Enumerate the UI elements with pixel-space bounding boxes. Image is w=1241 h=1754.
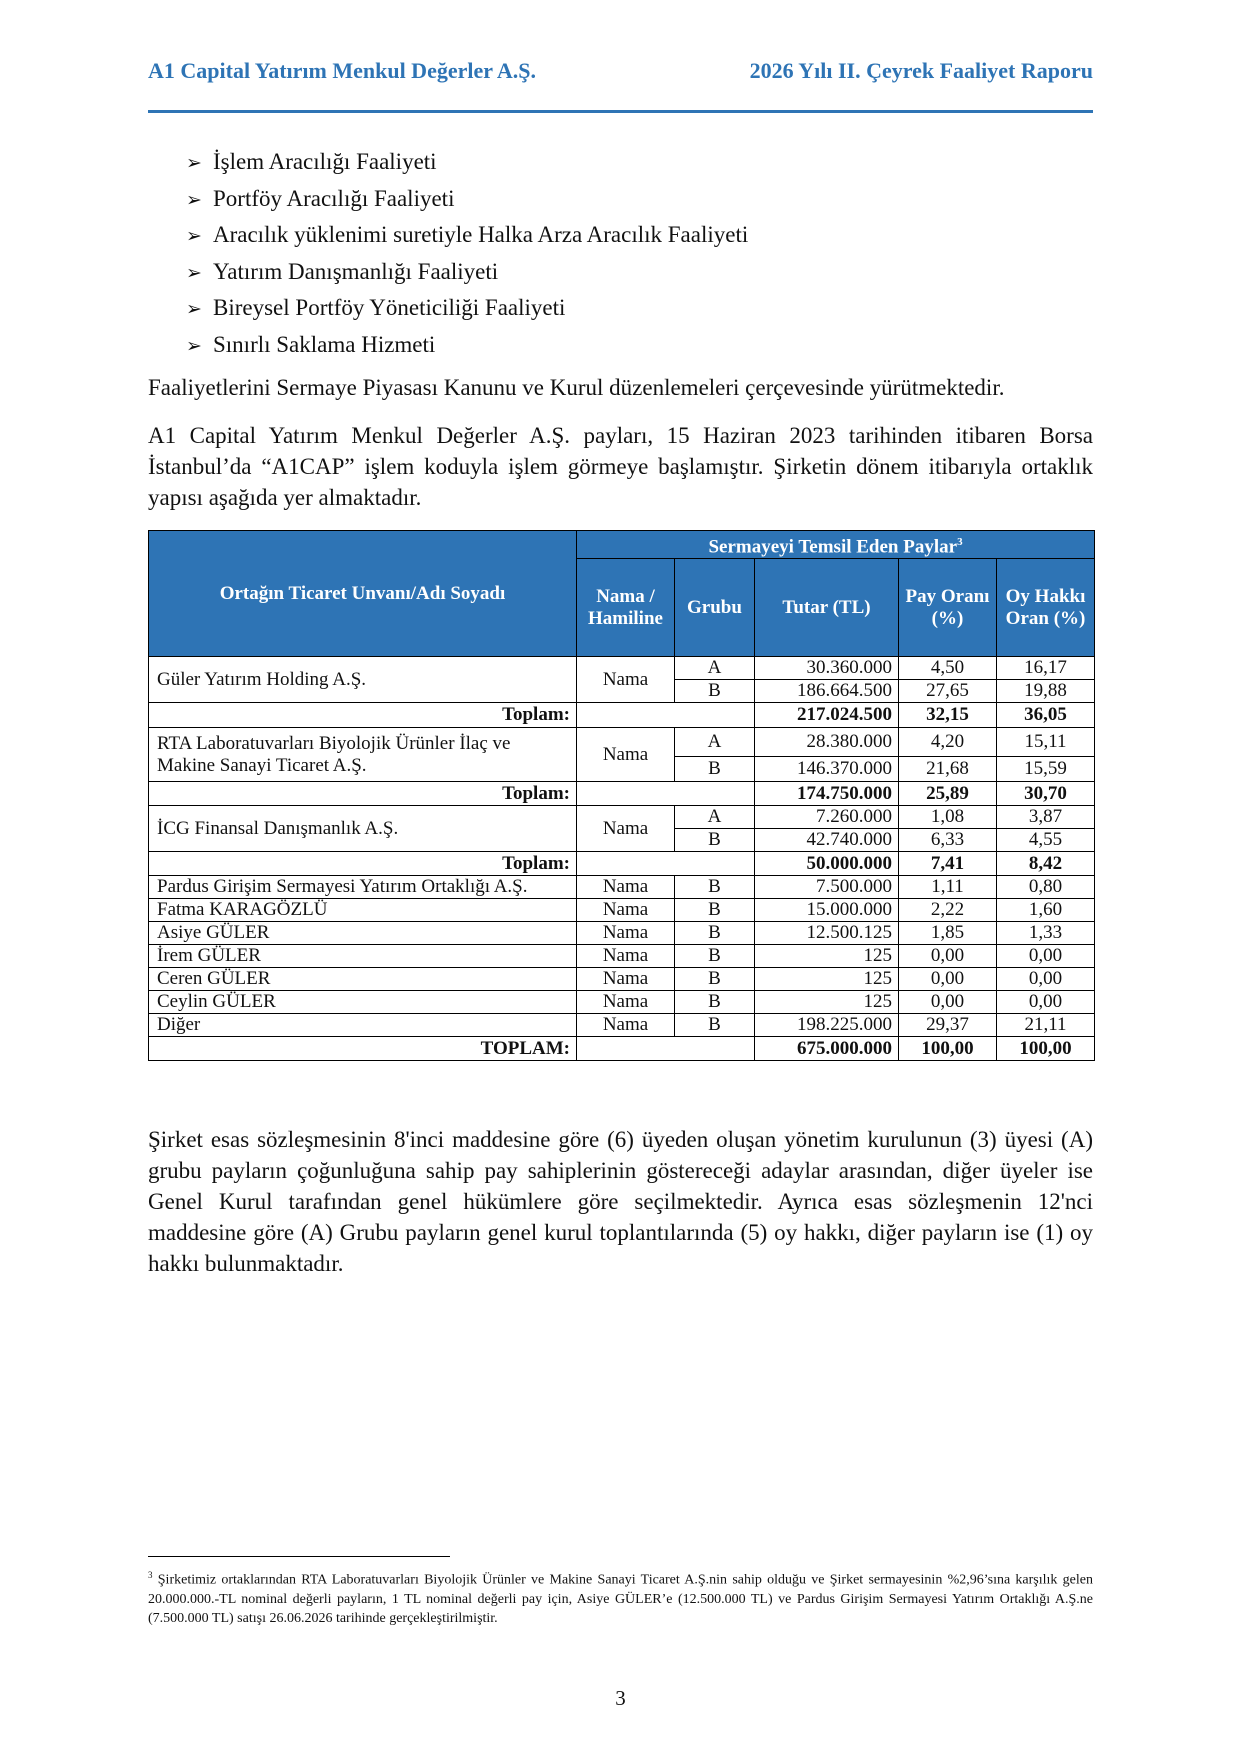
- table-row: Fatma KARAGÖZLÜ Nama B 15.000.000 2,22 1,60: [149, 899, 1095, 922]
- subtotal-row: Toplam: 217.024.500 32,15 36,05: [149, 703, 1095, 728]
- footnote: $^3$ Şirketimiz ortaklarından RTA Laboratuvarları Biyolojik Ürünler ve Makine Sanayi Ticaret A.Ş.nin sahip olduğu ve Şirket sermayesinin %2,96’sına karşılık gelen 20.000.000.-TL nominal değerli payların, 1 TL nominal değerli pay için, Asiye GÜLER’e (12.500.000 TL) ve Pardus Girişim Sermayesi Yatırım Ortaklığı A.Ş.ne (7.500.000 TL) satışı 26.06.2026 tarihinde gerçekleştirilmiştir.: [148, 1570, 1094, 1626]
- company-name: A1 Capital Yatırım Menkul Değerler A.Ş.: [148, 58, 537, 83]
- subtotal-row: Toplam: 174.750.000 25,89 30,70: [149, 782, 1095, 806]
- page-number: 3: [615, 1686, 626, 1710]
- table-row: Diğer Nama B 198.225.000 29,37 21,11: [149, 1014, 1095, 1037]
- arrow-bullet-icon: ➢: [186, 261, 202, 284]
- report-title: 2026 Yılı II. Çeyrek Faaliyet Raporu: [749, 58, 1093, 83]
- table-row: Pardus Girişim Sermayesi Yatırım Ortaklığı A.Ş. Nama B 7.500.000 1,11 0,80: [149, 876, 1095, 899]
- header-group: Grubu: [675, 559, 755, 657]
- table-row: Asiye GÜLER Nama B 12.500.125 1,85 1,33: [149, 922, 1095, 945]
- table-row: B 42.740.000 6,33 4,55: [149, 829, 1095, 852]
- footnote-marker: 3: [148, 1570, 153, 1580]
- arrow-bullet-icon: ➢: [186, 334, 202, 357]
- header-amount: Tutar (TL): [755, 559, 899, 657]
- table-row: B 146.370.000 21,68 15,59: [149, 757, 1095, 782]
- paragraph-activities: Faaliyetlerini Sermaye Piyasası Kanunu ve Kurul düzenlemeleri çerçevesinde yürütmektedir.: [148, 375, 1005, 400]
- shareholder-table: [148, 530, 1095, 1061]
- list-item: ➢ Yatırım Danışmanlığı Faaliyeti: [186, 254, 748, 291]
- footnote-divider: [148, 1556, 450, 1557]
- arrow-bullet-icon: ➢: [186, 152, 202, 174]
- grand-total-row: TOPLAM: 675.000.000 100,00 100,00: [149, 1037, 1095, 1061]
- page-header: [148, 58, 1093, 113]
- table-row: İCG Finansal Danışmanlık A.Ş. Nama A 7.260.000 1,08 3,87: [149, 806, 1095, 829]
- arrow-bullet-icon: ➢: [186, 225, 202, 247]
- list-item: ➢ İşlem Aracılığı Faaliyeti: [186, 144, 748, 181]
- list-item: ➢ Bireysel Portföy Yöneticiliği Faaliyeti: [186, 290, 748, 327]
- table-row: Ceylin GÜLER Nama B 125 0,00 0,00: [149, 991, 1095, 1014]
- arrow-bullet-icon: ➢: [186, 298, 202, 320]
- table-row: Ceren GÜLER Nama B 125 0,00 0,00: [149, 968, 1095, 991]
- list-item: ➢ Aracılık yüklenimi suretiyle Halka Arza Aracılık Faaliyeti: [186, 217, 748, 254]
- table-row: B 186.664.500 27,65 19,88: [149, 680, 1095, 703]
- subtotal-row: Toplam: 50.000.000 7,41 8,42: [149, 852, 1095, 876]
- list-item: ➢ Portföy Aracılığı Faaliyeti: [186, 181, 748, 218]
- list-item: ➢ Sınırlı Saklama Hizmeti: [186, 327, 748, 364]
- table-row: RTA Laboratuvarları Biyolojik Ürünler İlaç ve Makine Sanayi Ticaret A.Ş. Nama A 28.380.000 4,20 15,11: [149, 728, 1095, 757]
- header-vote: Oy Hakkı Oran (%): [997, 559, 1095, 657]
- header-share: Pay Oranı (%): [899, 559, 997, 657]
- table-row: İrem GÜLER Nama B 125 0,00 0,00: [149, 945, 1095, 968]
- footnote-marker: 3: [957, 536, 963, 548]
- paragraph-listing: A1 Capital Yatırım Menkul Değerler A.Ş. payları, 15 Haziran 2023 tarihinden itibaren Borsa İstanbul’da “A1CAP” işlem koduyla işlem görmeye başlamıştır. Şirketin dönem itibarıyla ortaklık yapısı aşağıda yer almaktadır.: [148, 423, 1093, 510]
- arrow-bullet-icon: ➢: [186, 188, 202, 211]
- table-row: Güler Yatırım Holding A.Ş. Nama A 30.360.000 4,50 16,17: [149, 657, 1095, 680]
- activity-list: [186, 144, 748, 363]
- header-capital-shares: Sermayeyi Temsil Eden Paylar$^3$: [577, 531, 1095, 559]
- header-partner: Ortağın Ticaret Unvanı/Adı Soyadı: [149, 531, 577, 657]
- header-type: Nama / Hamiline: [577, 559, 675, 657]
- paragraph-board: Şirket esas sözleşmesinin 8'inci maddesine göre (6) üyeden oluşan yönetim kurulunun (3) üyesi (A) grubu payların çoğunluğuna sahip pay sahiplerinin göstereceği adaylar arasından, diğer üyeler ise Genel Kurul tarafından genel hükümlere göre seçilmektedir. Ayrıca esas sözleşmenin 12'nci maddesine göre (A) Grubu payların genel kurul toplantılarında (5) oy hakkı, diğer payların ise (1) oy hakkı bulunmaktadır.: [148, 1127, 1093, 1276]
